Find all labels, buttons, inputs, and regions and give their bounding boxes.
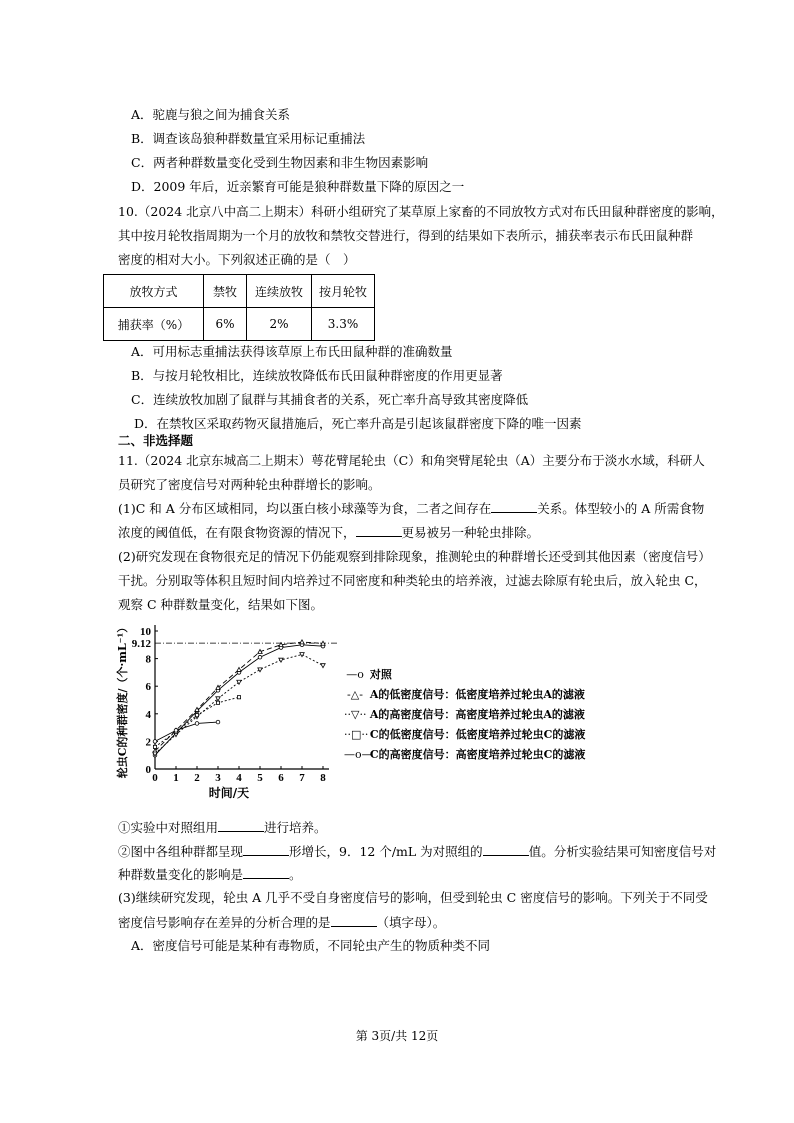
q10-option-c: C．连续放牧加剧了鼠群与其捕食者的关系，死亡率升高导致其密度降低 [131,392,529,407]
data-point [237,667,241,671]
legend-item [344,666,392,682]
data-point [174,729,178,733]
data-point [216,701,219,704]
reference-line-label: 9.12 [131,638,151,651]
y-tick-label: 0 [145,764,151,776]
series-line [155,645,323,755]
x-tick-label: 0 [152,772,158,784]
circle-marker-icon: —ο [346,668,364,681]
q11-s1-text-b: 进行培养。 [264,820,327,835]
x-tick-label: 6 [278,772,284,784]
q11-s2-text-b: 形增长，9．12 个/mL 为对照组的 [289,844,483,859]
data-point [237,696,240,699]
q9-option-c: C．两者种群数量变化受到生物因素和非生物因素影响 [131,155,429,170]
legend-label: C的高密度信号：高密度培养过轮虫C的滤液 [369,748,586,761]
q11-stem-line2: 员研究了密度信号对两种轮虫种群增长的影响。 [118,477,381,492]
data-point [153,745,156,748]
q11-s2-text-d: 种群数量变化的影响是 [118,867,244,882]
data-point [321,664,325,668]
q11-sub2-line1 [118,843,716,860]
legend-item [344,686,585,702]
answer-blank[interactable] [491,500,537,513]
data-point [300,653,304,657]
table-header-cell: 按月轮牧 [312,275,375,308]
q10-data-table [103,274,375,341]
y-tick-label: 2 [145,736,151,749]
q11-sub2-line2 [118,866,302,883]
legend-item [344,726,585,742]
series-line [155,722,218,741]
legend-label: A的高密度信号：高密度培养过轮虫A的滤液 [369,708,585,721]
x-tick-label: 3 [215,772,221,784]
data-point [195,722,199,726]
page-footer: 第 3页/共 12页 [355,1029,439,1043]
table-header-cell: 放牧方式 [104,275,204,308]
q11-p3-text-b: 密度信号影响存在差异的分析合理的是 [118,915,331,930]
triangle-marker-icon: -△- [347,688,363,701]
x-tick-label: 2 [194,772,200,784]
q11-part1-line1 [118,500,704,517]
x-axis-label: 时间/天 [208,786,250,800]
q10-stem-line3: 密度的相对大小。下列叙述正确的是（ ） [118,252,356,267]
population-chart [112,620,352,800]
q11-p3-text-c: （填字母）。 [376,915,446,930]
y-tick-label: 4 [145,708,151,721]
answer-blank[interactable] [356,524,402,537]
q11-p1-text-a: (1)C 和 A 分布区域相同，均以蛋白核小球藻等为食，二者之间存在 [118,501,492,516]
section-heading: 二、非选择题 [118,433,194,448]
q11-s2-text-e: 。 [289,867,302,882]
data-point [258,650,262,654]
data-point [279,658,283,662]
legend-item [344,706,585,722]
q11-part2-line2: 干扰。分别取等体积且短时间内培养过不同密度和种类轮虫的培养液，过滤去除原有轮虫后，放入轮虫 C， [118,573,707,588]
q11-part3-option-a: A．密度信号可能是某种有毒物质，不同轮虫产生的物质种类不同 [131,938,491,953]
q11-part2-line3: 观察 C 种群数量变化，结果如下图。 [118,597,324,612]
circle-marker-icon: —ο— [344,748,373,761]
table-header-row [104,275,375,308]
legend-item [344,746,585,762]
answer-blank[interactable] [218,819,264,832]
table-cell: 6% [204,308,247,341]
table-header-cell: 连续放牧 [247,275,312,308]
q11-sub1 [118,819,327,836]
q11-p1-text-b: 关系。体型较小的 A 所需食物 [537,501,705,516]
inverted-triangle-marker-icon: ··▽·· [344,708,367,721]
legend-label: 对照 [369,668,392,681]
q11-s1-text-a: ①实验中对照组用 [118,820,219,835]
q9-option-b: B．调查该岛狼种群数量宜采用标记重捕法 [131,131,366,146]
answer-blank[interactable] [243,866,289,879]
data-point [258,655,262,659]
answer-blank[interactable] [331,914,377,927]
y-tick-label: 6 [145,681,151,694]
q11-part1-line2 [118,524,539,541]
data-point [300,640,304,644]
x-tick-label: 4 [236,772,242,784]
q11-p1-text-c: 浓度的阈值低，在有限食物资源的情况下， [118,525,356,540]
x-tick-label: 7 [299,772,305,784]
q11-stem-line1: 11.（2024 北京东城高二上期末）萼花臂尾轮虫（C）和角突臂尾轮虫（A）主要分布于淡水水域，科研人 [118,453,705,468]
x-tick-label: 5 [257,772,263,784]
table-header-cell: 禁牧 [204,275,247,308]
data-point [195,707,199,711]
square-marker-icon: ··□·· [344,728,369,741]
table-cell: 捕获率（%） [104,308,204,341]
legend-label: A的低密度信号：低密度培养过轮虫A的滤液 [369,688,585,701]
q9-option-a: A．驼鹿与狼之间为捕食关系 [131,107,291,122]
q10-option-b: B．与按月轮牧相比，连续放牧降低布氏田鼠种群密度的作用更显著 [131,368,503,383]
q10-option-d: D．在禁牧区采取药物灭鼠措施后，死亡率升高是引起该鼠群密度下降的唯一因素 [134,416,582,431]
legend-label: C的低密度信号：低密度培养过轮虫C的滤液 [369,728,586,741]
q9-option-d: D．2009 年后，近亲繁育可能是狼种群数量下降的原因之一 [131,179,465,194]
data-point [258,668,262,672]
q11-s2-text-c: 值。分析实验结果可知密度信号对 [528,844,717,859]
answer-blank[interactable] [243,843,289,856]
data-point [321,641,325,645]
q11-s2-text-a: ②图中各组种群都呈现 [118,844,244,859]
table-row [104,308,375,341]
table-cell: 2% [247,308,312,341]
x-tick-label: 1 [173,772,179,784]
data-point [153,740,157,744]
q11-part3-line1: (3)继续研究发现，轮虫 A 几乎不受自身密度信号的影响，但受到轮虫 C 密度信号的影响。下列关于不同受 [118,890,708,905]
q10-stem-line2: 其中按月轮牧指周期为一个月的放牧和禁牧交替进行，得到的结果如下表所示，捕获率表示布氏田鼠种群 [118,228,694,243]
y-tick-label: 10 [140,626,151,638]
q10-stem-line1: 10.（2024 北京八中高二上期末）科研小组研究了某草原上家畜的不同放牧方式对布氏田鼠种群密度的影响， [118,204,724,219]
x-tick-label: 8 [320,772,326,784]
y-axis-label: 轮虫C的种群密度/（个·mL⁻¹） [116,621,129,779]
q11-part3-line2 [118,914,445,931]
q11-p1-text-d: 更易被另一种轮虫排除。 [401,525,540,540]
q11-part2-line1: (2)研究发现在食物很充足的情况下仍能观察到排除现象，推测轮虫的种群增长还受到其他因素（密度信号） [118,549,711,564]
q10-option-a: A．可用标志重捕法获得该草原上布氏田鼠种群的准确数量 [131,344,453,359]
data-point [195,714,198,717]
data-point [216,720,220,724]
y-tick-label: 8 [145,653,151,666]
table-cell: 3.3% [312,308,375,341]
answer-blank[interactable] [483,843,529,856]
